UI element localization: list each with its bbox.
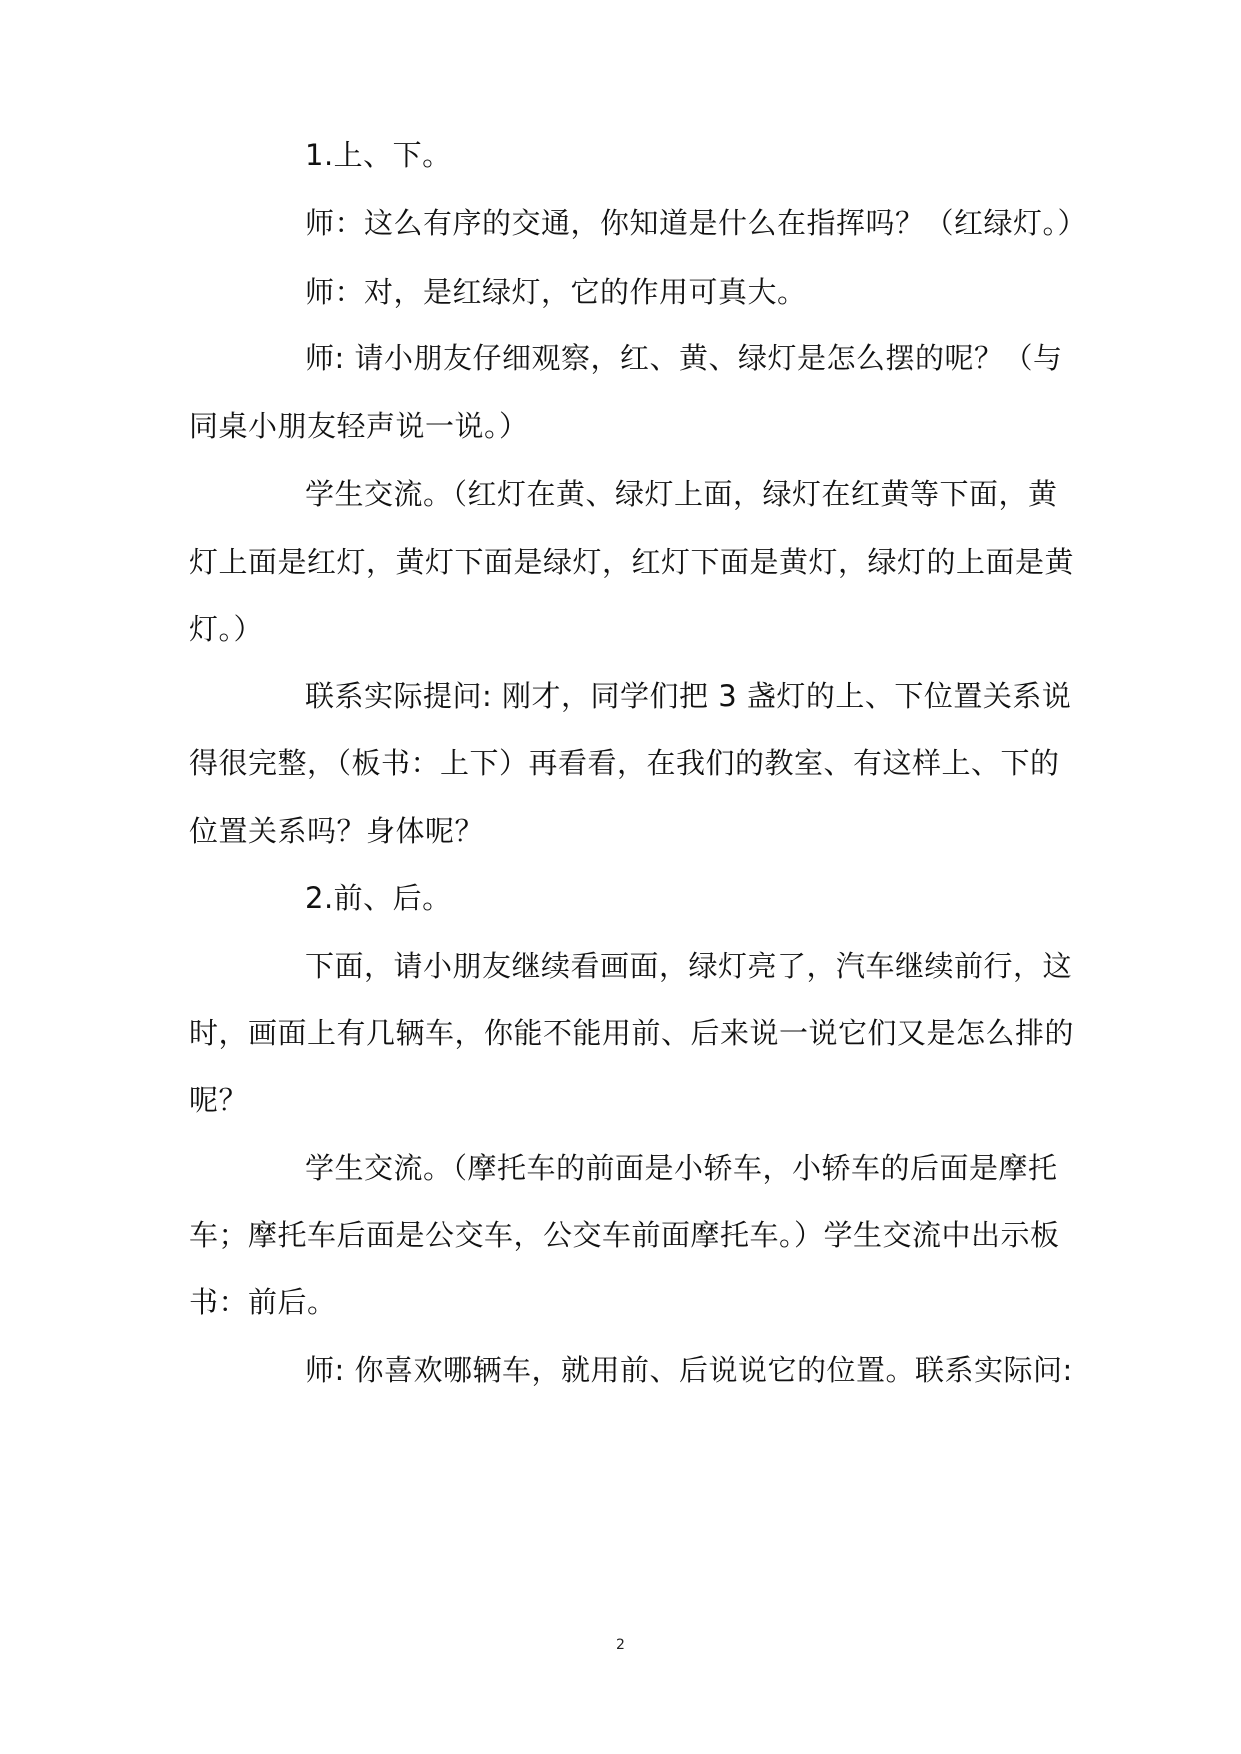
paragraph-line: 学生交流。（摩托车的前面是小轿车，小轿车的后面是摩托 [305, 1151, 1058, 1185]
paragraph-line: 灯上面是红灯，黄灯下面是绿灯，红灯下面是黄灯，绿灯的上面是黄 [189, 545, 1075, 579]
paragraph-line: 联系实际提问: 刚才，同学们把 3 盏灯的上、下位置关系说 [305, 679, 1072, 713]
paragraph-line: 师: 你喜欢哪辆车，就用前、后说说它的位置。联系实际问: [305, 1353, 1073, 1387]
paragraph-line: 师: 请小朋友仔细观察，红、黄、绿灯是怎么摆的呢？（与 [305, 341, 1063, 375]
paragraph-line: 时，画面上有几辆车，你能不能用前、后来说一说它们又是怎么排的 [189, 1016, 1075, 1050]
paragraph-line: 呢？ [189, 1083, 249, 1117]
paragraph-line: 师：对，是红绿灯，它的作用可真大。 [305, 275, 807, 309]
paragraph-line: 位置关系吗？身体呢？ [189, 814, 485, 848]
paragraph-line: 得很完整，（板书：上下）再看看，在我们的教室、有这样上、下的 [189, 746, 1060, 780]
paragraph-line: 学生交流。（红灯在黄、绿灯上面，绿灯在红黄等下面，黄 [305, 477, 1058, 511]
section-heading-up-down: 1.上、下。 [305, 138, 452, 172]
paragraph-line: 同桌小朋友轻声说一说。） [189, 409, 529, 443]
paragraph-line: 师：这么有序的交通，你知道是什么在指挥吗？（红绿灯。） [305, 206, 1088, 240]
paragraph-line: 书：前后。 [189, 1285, 337, 1319]
paragraph-line: 车；摩托车后面是公交车，公交车前面摩托车。）学生交流中出示板 [189, 1218, 1060, 1252]
paragraph-line: 灯。） [189, 612, 264, 646]
page-number: 2 [616, 1637, 625, 1653]
section-heading-front-back: 2.前、后。 [305, 881, 452, 915]
paragraph-line: 下面，请小朋友继续看画面，绿灯亮了，汽车继续前行，这 [305, 949, 1073, 983]
